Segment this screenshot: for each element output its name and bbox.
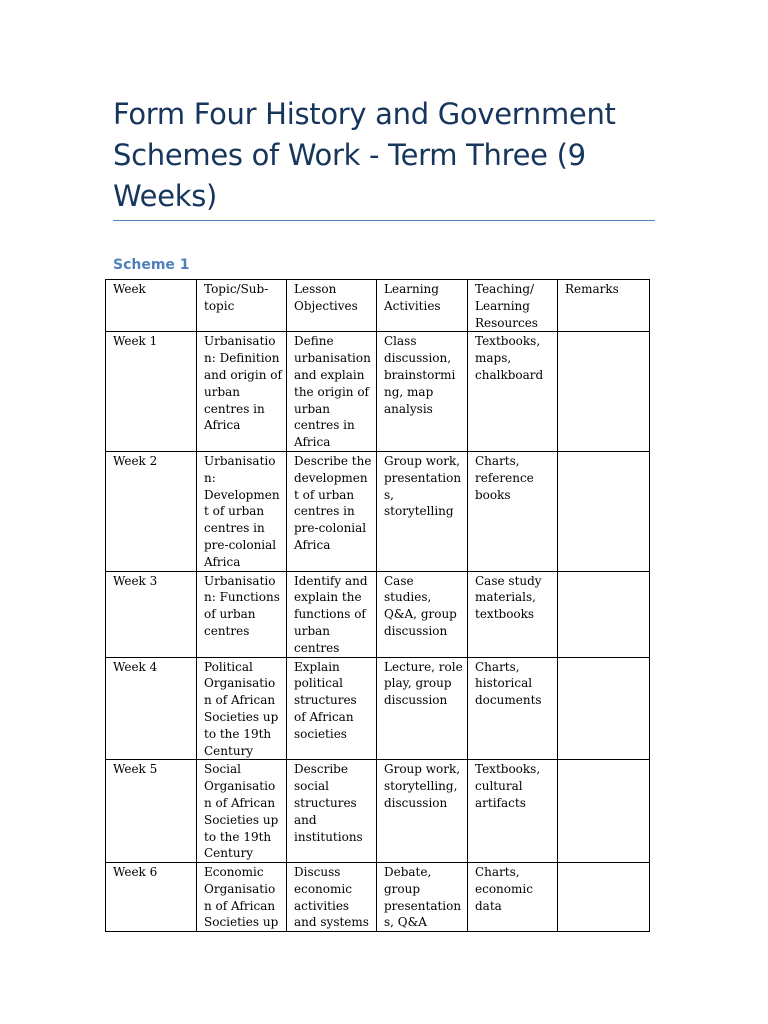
cell-resources: Textbooks, cultural artifacts [468,760,558,863]
header-learning-activities: Learning Activities [377,280,468,332]
cell-topic: Economic Organisation of African Societies up [197,863,287,932]
cell-activities: Class discussion, brainstorming, map analysis [377,332,468,452]
table-row [106,657,650,760]
cell-week: Week 4 [106,657,197,760]
cell-objectives: Identify and explain the functions of urban centres [287,571,377,657]
cell-week: Week 3 [106,571,197,657]
header-remarks: Remarks [558,280,650,332]
cell-remarks [558,760,650,863]
cell-activities: Lecture, role play, group discussion [377,657,468,760]
schemes-of-work-table [105,279,650,932]
cell-resources: Case study materials, textbooks [468,571,558,657]
cell-remarks [558,657,650,760]
header-lesson-objectives: Lesson Objectives [287,280,377,332]
cell-objectives: Discuss economic activities and systems [287,863,377,932]
table-row [106,760,650,863]
cell-remarks [558,451,650,571]
cell-objectives: Explain political structures of African societies [287,657,377,760]
cell-resources: Textbooks, maps, chalkboard [468,332,558,452]
header-resources: Teaching/ Learning Resources [468,280,558,332]
header-topic: Topic/Sub-topic [197,280,287,332]
cell-resources: Charts, reference books [468,451,558,571]
table-row [106,863,650,932]
cell-topic: Political Organisation of African Societies up to the 19th Century [197,657,287,760]
cell-week: Week 2 [106,451,197,571]
cell-topic: Social Organisation of African Societies up to the 19th Century [197,760,287,863]
document-title: Form Four History and Government Schemes of Work - Term Three (9 Weeks) [113,97,616,213]
section-heading: Scheme 1 [113,257,190,273]
cell-remarks [558,863,650,932]
cell-topic: Urbanisation: Functions of urban centres [197,571,287,657]
cell-week: Week 1 [106,332,197,452]
cell-objectives: Describe the development of urban centres in pre-colonial Africa [287,451,377,571]
table-row [106,451,650,571]
cell-objectives: Describe social structures and institutions [287,760,377,863]
cell-topic: Urbanisation: Definition and origin of urban centres in Africa [197,332,287,452]
table-row [106,571,650,657]
cell-remarks [558,571,650,657]
header-week: Week [106,280,197,332]
cell-activities: Group work, storytelling, discussion [377,760,468,863]
cell-remarks [558,332,650,452]
table-row [106,332,650,452]
cell-resources: Charts, economic data [468,863,558,932]
cell-week: Week 6 [106,863,197,932]
cell-week: Week 5 [106,760,197,863]
cell-objectives: Define urbanisation and explain the origin of urban centres in Africa [287,332,377,452]
cell-activities: Debate, group presentations, Q&A [377,863,468,932]
cell-resources: Charts, historical documents [468,657,558,760]
title-underline [113,220,655,221]
cell-activities: Case studies, Q&A, group discussion [377,571,468,657]
cell-activities: Group work, presentations, storytelling [377,451,468,571]
table-header-row [106,280,650,332]
cell-topic: Urbanisation: Development of urban centres in pre-colonial Africa [197,451,287,571]
